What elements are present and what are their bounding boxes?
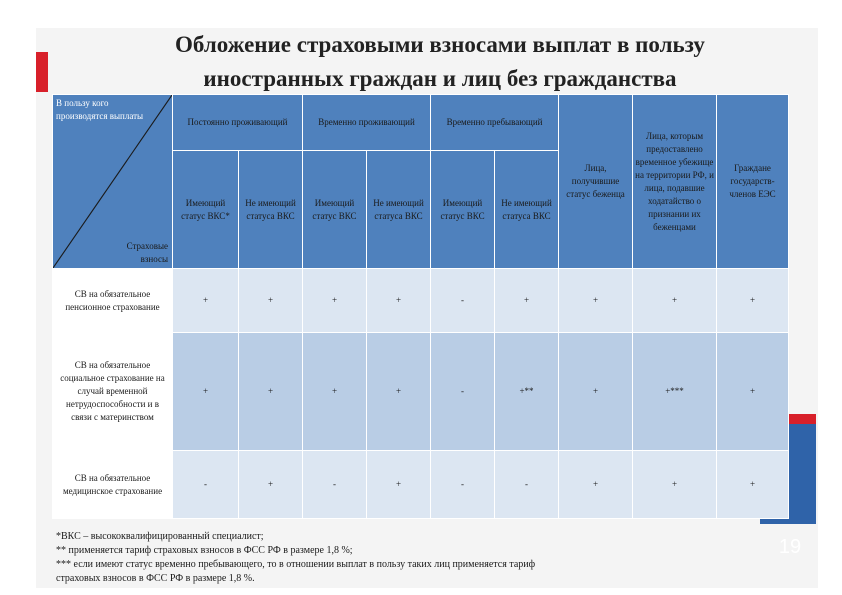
table-cell: + <box>495 269 559 333</box>
footnote-triple-star-cont: страховых взносов в ФСС РФ в размере 1,8 %. <box>56 573 255 584</box>
corner-bottom-label: Страховые взносы <box>126 241 168 264</box>
table-row <box>53 333 789 451</box>
footnote-vks: *ВКС – высококвалифицированный специалист; <box>56 531 264 542</box>
slide-title <box>60 28 820 96</box>
header-eaeu-citizens: Граждане государств-членов ЕЭС <box>717 95 789 269</box>
header-permanent: Постоянно проживающий <box>173 95 303 151</box>
header-temporary-residing: Временно проживающий <box>303 95 431 151</box>
table-cell: - <box>431 333 495 451</box>
subheader-residing-no-vks: Не имеющий статуса ВКС <box>367 151 431 269</box>
contributions-table <box>52 94 789 519</box>
subheader-residing-vks: Имеющий статус ВКС <box>303 151 367 269</box>
table-cell: - <box>173 451 239 519</box>
subheader-staying-no-vks: Не имеющий статуса ВКС <box>495 151 559 269</box>
table-cell: - <box>431 451 495 519</box>
red-accent-tab <box>36 52 48 92</box>
title-line-2: иностранных граждан и лиц без гражданства <box>203 66 677 91</box>
table-cell: + <box>367 269 431 333</box>
row-label: СВ на обязательное социальное страхование на случай временной нетрудоспособности и в связи с материнством <box>53 333 173 451</box>
table-cell: + <box>633 269 717 333</box>
title-line-1: Обложение страховыми взносами выплат в пользу <box>175 32 705 57</box>
footnote-triple-star: *** если имеют статус временно пребывающего, то в отношении выплат в пользу таких лиц применяется тариф <box>56 559 536 570</box>
subheader-permanent-vks: Имеющий статус ВКС* <box>173 151 239 269</box>
table-cell: + <box>239 269 303 333</box>
table-cell: - <box>495 451 559 519</box>
header-refugee-status: Лица, получившие статус беженца <box>559 95 633 269</box>
table-cell: + <box>173 333 239 451</box>
table-cell: + <box>633 451 717 519</box>
table-cell: + <box>559 269 633 333</box>
table-cell: + <box>717 451 789 519</box>
page-number: 19 <box>778 536 802 558</box>
table-cell: + <box>367 333 431 451</box>
subheader-permanent-no-vks: Не имеющий статуса ВКС <box>239 151 303 269</box>
table-row <box>53 451 789 519</box>
table-cell: + <box>303 333 367 451</box>
footnotes <box>56 530 766 586</box>
table-cell: + <box>239 333 303 451</box>
header-temporary-asylum: Лица, которым предоставлено временное убежище на территории РФ, и лица, подавшие ходатайство о признании их беженцами <box>633 95 717 269</box>
table-row <box>53 269 789 333</box>
table-cell: + <box>559 451 633 519</box>
table-cell: + <box>303 269 367 333</box>
table-cell: - <box>431 269 495 333</box>
table-cell: + <box>367 451 431 519</box>
footnote-double-star: ** применяется тариф страховых взносов в ФСС РФ в размере 1,8 %; <box>56 545 353 556</box>
subheader-staying-vks: Имеющий статус ВКС <box>431 151 495 269</box>
table-cell: + <box>559 333 633 451</box>
table-cell: + <box>239 451 303 519</box>
row-label: СВ на обязательное пенсионное страхование <box>53 269 173 333</box>
header-temporary-staying: Временно пребывающий <box>431 95 559 151</box>
header-corner-cell <box>53 95 173 269</box>
corner-top-label: В пользу кого производятся выплаты <box>56 98 144 121</box>
row-label: СВ на обязательное медицинское страхование <box>53 451 173 519</box>
table-cell: + <box>717 269 789 333</box>
table-cell: - <box>303 451 367 519</box>
table-cell: + <box>173 269 239 333</box>
table-cell: +** <box>495 333 559 451</box>
table-cell: + <box>717 333 789 451</box>
table-cell: +*** <box>633 333 717 451</box>
